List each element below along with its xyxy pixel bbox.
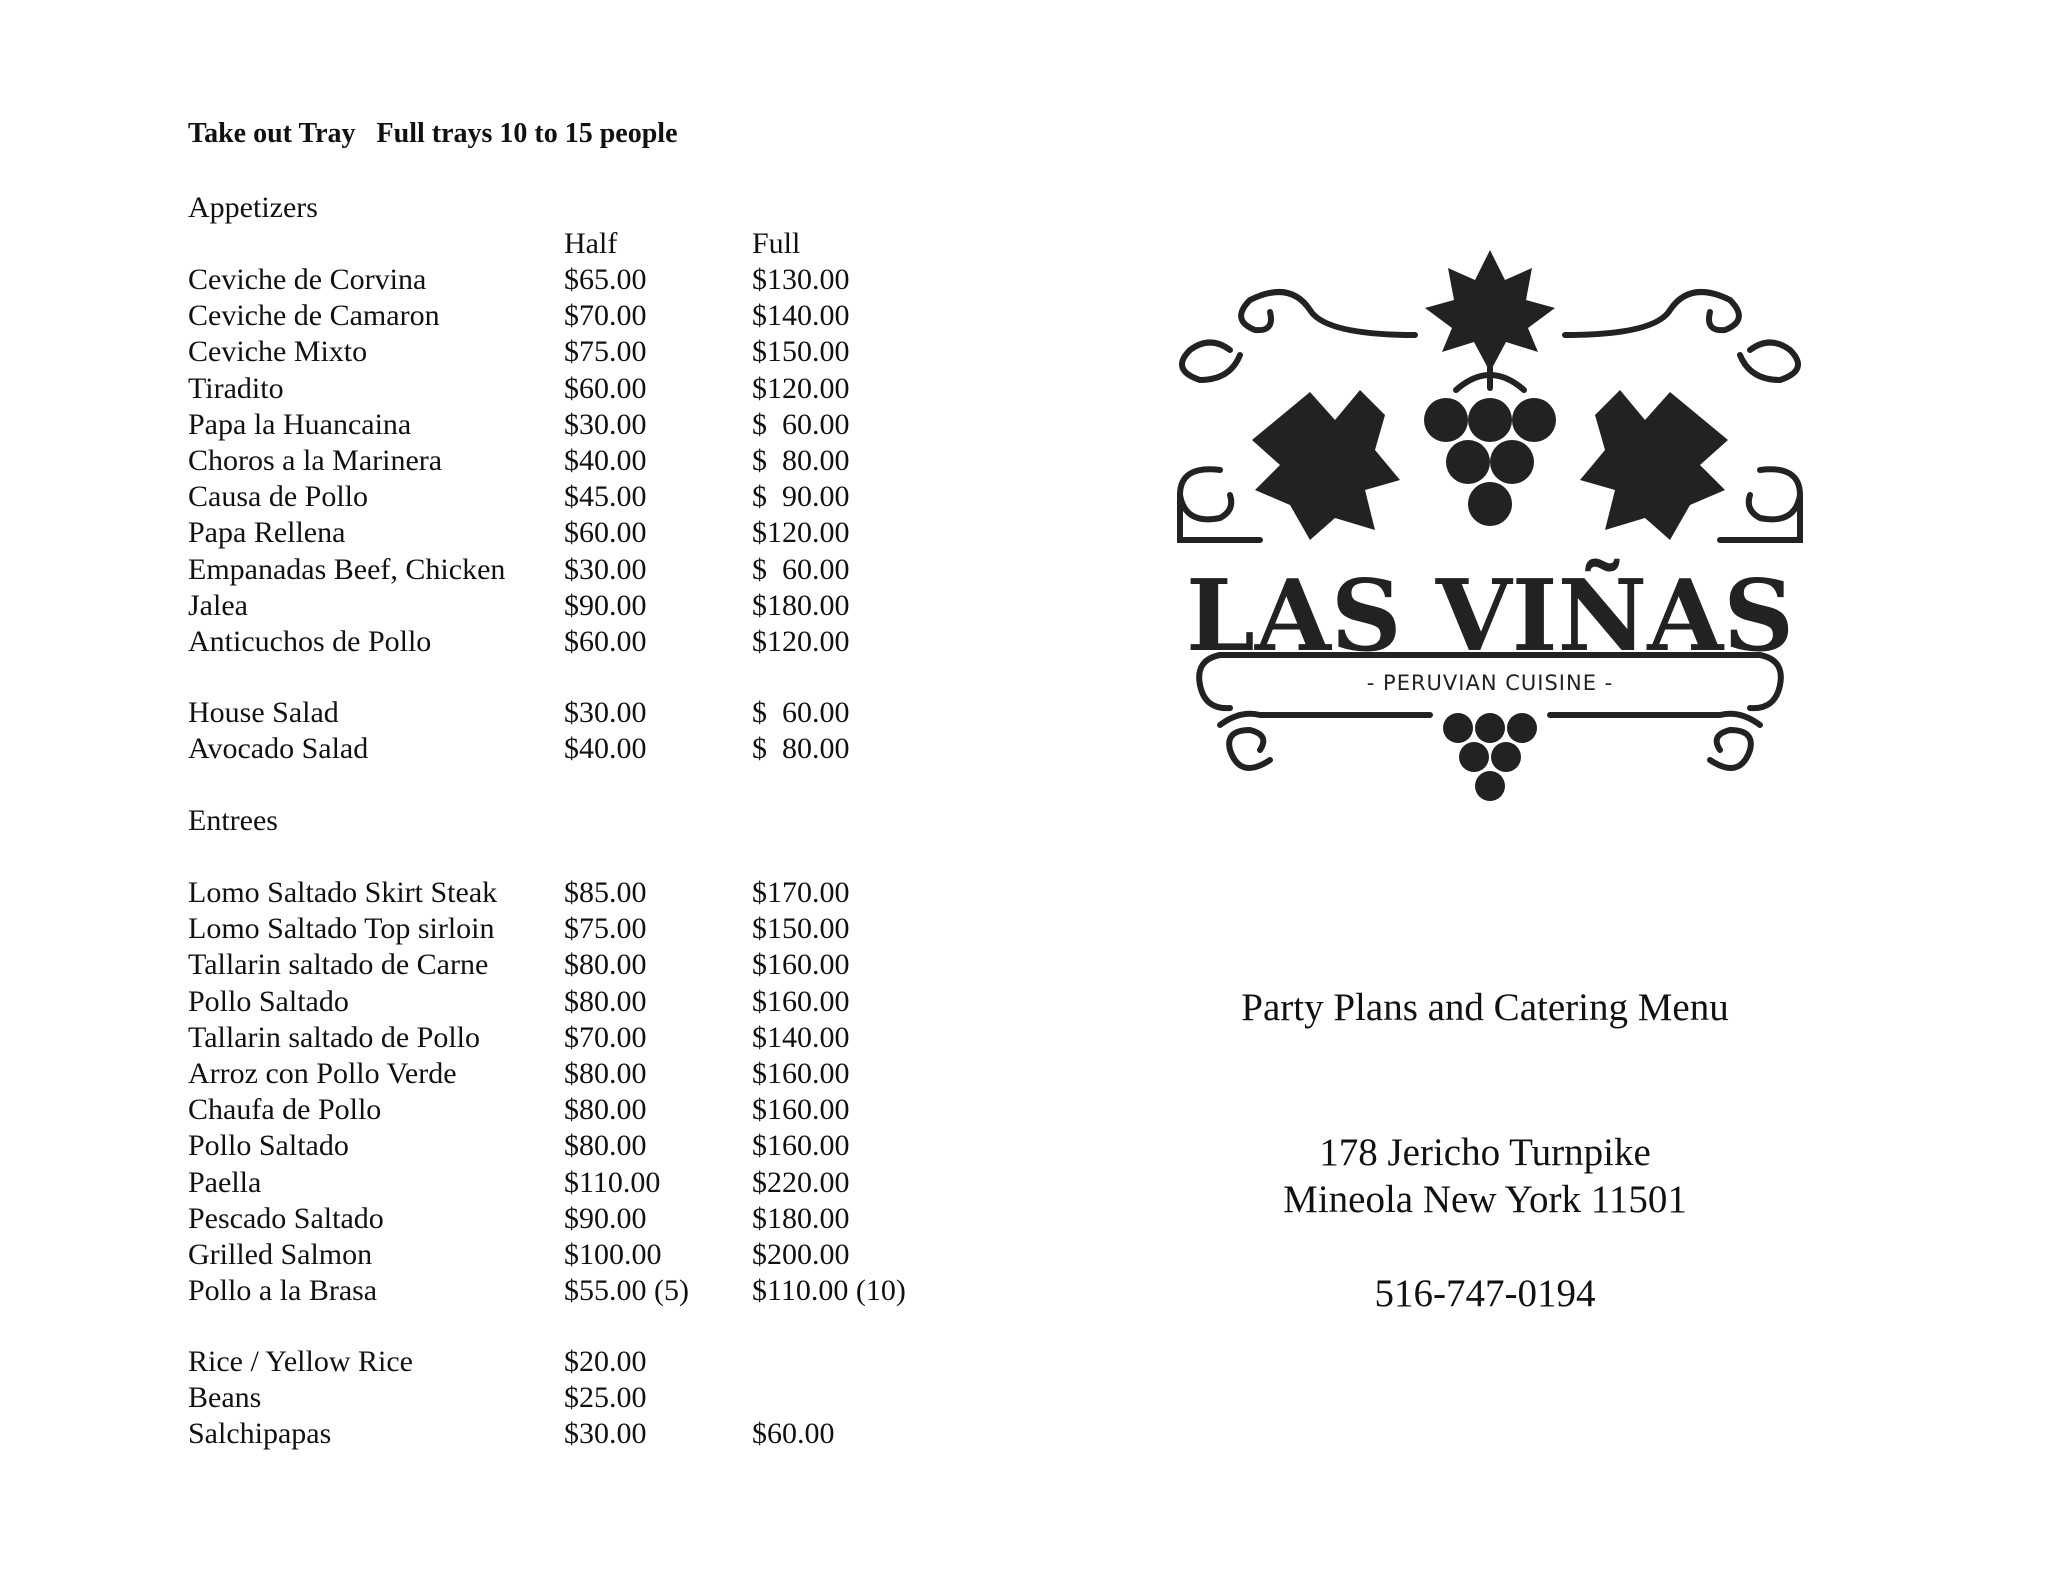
- half-price: $85.00: [564, 876, 647, 909]
- half-price: $100.00: [564, 1238, 662, 1271]
- item-name: Jalea: [188, 588, 248, 622]
- item-name: Ceviche de Corvina: [188, 263, 427, 296]
- phone-number: 516-747-0194: [1374, 1272, 1596, 1315]
- column-header-full: Full: [752, 227, 801, 260]
- full-price: $140.00: [752, 1020, 850, 1054]
- full-price: $170.00: [752, 876, 850, 909]
- grape-vine-emblem-icon: [1160, 240, 1820, 820]
- item-name: Lomo Saltado Skirt Steak: [188, 876, 498, 909]
- full-price: $180.00: [752, 1201, 850, 1235]
- full-price: $60.00: [752, 1417, 835, 1451]
- full-price: $160.00: [752, 1093, 850, 1127]
- full-price: $220.00: [752, 1165, 850, 1199]
- page-title: Take out Tray Full trays 10 to 15 people: [188, 118, 678, 149]
- section-heading-entrees: Entrees: [188, 804, 278, 837]
- item-name: Papa Rellena: [188, 516, 346, 550]
- half-price: $30.00: [564, 552, 647, 586]
- item-name: Beans: [188, 1381, 262, 1415]
- item-name: Chaufa de Pollo: [188, 1093, 382, 1127]
- full-price: $130.00: [752, 263, 850, 296]
- item-name: House Salad: [188, 696, 339, 729]
- full-price: $150.00: [752, 335, 850, 369]
- half-price: $45.00: [564, 480, 647, 514]
- item-name: Paella: [188, 1165, 262, 1199]
- item-name: Lomo Saltado Top sirloin: [188, 912, 495, 946]
- half-price: $30.00: [564, 696, 647, 729]
- half-price: $40.00: [564, 444, 647, 477]
- full-price: $160.00: [752, 1129, 850, 1163]
- item-name: Grilled Salmon: [188, 1238, 373, 1271]
- logo-tagline: - PERUVIAN CUISINE -: [1366, 671, 1614, 695]
- full-price: $ 60.00: [752, 696, 850, 729]
- full-price: $ 80.00: [752, 444, 850, 477]
- item-name: Rice / Yellow Rice: [188, 1345, 413, 1378]
- full-price: $110.00 (10): [752, 1274, 906, 1308]
- address-line-2: Mineola New York 11501: [1283, 1178, 1687, 1221]
- half-price: $60.00: [564, 371, 647, 405]
- item-name: Papa la Huancaina: [188, 407, 412, 441]
- item-name: Ceviche Mixto: [188, 335, 368, 369]
- half-price: $80.00: [564, 1057, 647, 1090]
- full-price: $200.00: [752, 1238, 850, 1271]
- full-price: $ 60.00: [752, 552, 850, 586]
- half-price: $75.00: [564, 912, 647, 946]
- column-header-half: Half: [564, 227, 618, 260]
- full-price: $120.00: [752, 625, 850, 658]
- full-price: $160.00: [752, 984, 850, 1018]
- half-price: $60.00: [564, 516, 647, 550]
- item-name: Pollo Saltado: [188, 984, 349, 1018]
- menu-subtitle: Party Plans and Catering Menu: [1241, 986, 1729, 1029]
- item-name: Causa de Pollo: [188, 480, 368, 514]
- half-price: $40.00: [564, 732, 647, 766]
- full-price: $ 90.00: [752, 480, 850, 514]
- half-price: $80.00: [564, 948, 647, 982]
- half-price: $90.00: [564, 588, 647, 622]
- item-name: Pollo a la Brasa: [188, 1274, 378, 1308]
- full-price: $120.00: [752, 516, 850, 550]
- full-price: $ 60.00: [752, 407, 850, 441]
- item-name: Arroz con Pollo Verde: [188, 1057, 457, 1090]
- half-price: $80.00: [564, 1129, 647, 1163]
- half-price: $30.00: [564, 407, 647, 441]
- item-name: Salchipapas: [188, 1417, 332, 1451]
- full-price: $ 80.00: [752, 732, 850, 766]
- half-price: $70.00: [564, 299, 647, 333]
- half-price: $55.00 (5): [564, 1274, 689, 1308]
- half-price: $80.00: [564, 984, 647, 1018]
- item-name: Anticuchos de Pollo: [188, 625, 432, 658]
- address-line-1: 178 Jericho Turnpike: [1319, 1131, 1651, 1174]
- half-price: $90.00: [564, 1201, 647, 1235]
- item-name: Avocado Salad: [188, 732, 369, 766]
- half-price: $30.00: [564, 1417, 647, 1451]
- cover-panel: [1090, 0, 1880, 1582]
- logo: [1160, 240, 1820, 820]
- half-price: $110.00: [564, 1165, 661, 1199]
- item-name: Tallarin saltado de Pollo: [188, 1020, 481, 1054]
- half-price: $75.00: [564, 335, 647, 369]
- full-price: $150.00: [752, 912, 850, 946]
- half-price: $25.00: [564, 1381, 647, 1415]
- half-price: $65.00: [564, 263, 647, 296]
- item-name: Tiradito: [188, 371, 284, 405]
- half-price: $20.00: [564, 1345, 647, 1378]
- full-price: $160.00: [752, 1057, 850, 1090]
- item-name: Empanadas Beef, Chicken: [188, 552, 506, 586]
- section-heading-appetizers: Appetizers: [188, 191, 318, 224]
- full-price: $140.00: [752, 299, 850, 333]
- item-name: Choros a la Marinera: [188, 444, 443, 477]
- full-price: $120.00: [752, 371, 850, 405]
- half-price: $70.00: [564, 1020, 647, 1054]
- logo-wordmark: LAS VIÑAS: [1185, 559, 1795, 674]
- full-price: $180.00: [752, 588, 850, 622]
- full-price: $160.00: [752, 948, 850, 982]
- item-name: Tallarin saltado de Carne: [188, 948, 489, 982]
- item-name: Pescado Saltado: [188, 1201, 384, 1235]
- item-name: Pollo Saltado: [188, 1129, 349, 1163]
- half-price: $60.00: [564, 625, 647, 658]
- item-name: Ceviche de Camaron: [188, 299, 440, 333]
- half-price: $80.00: [564, 1093, 647, 1127]
